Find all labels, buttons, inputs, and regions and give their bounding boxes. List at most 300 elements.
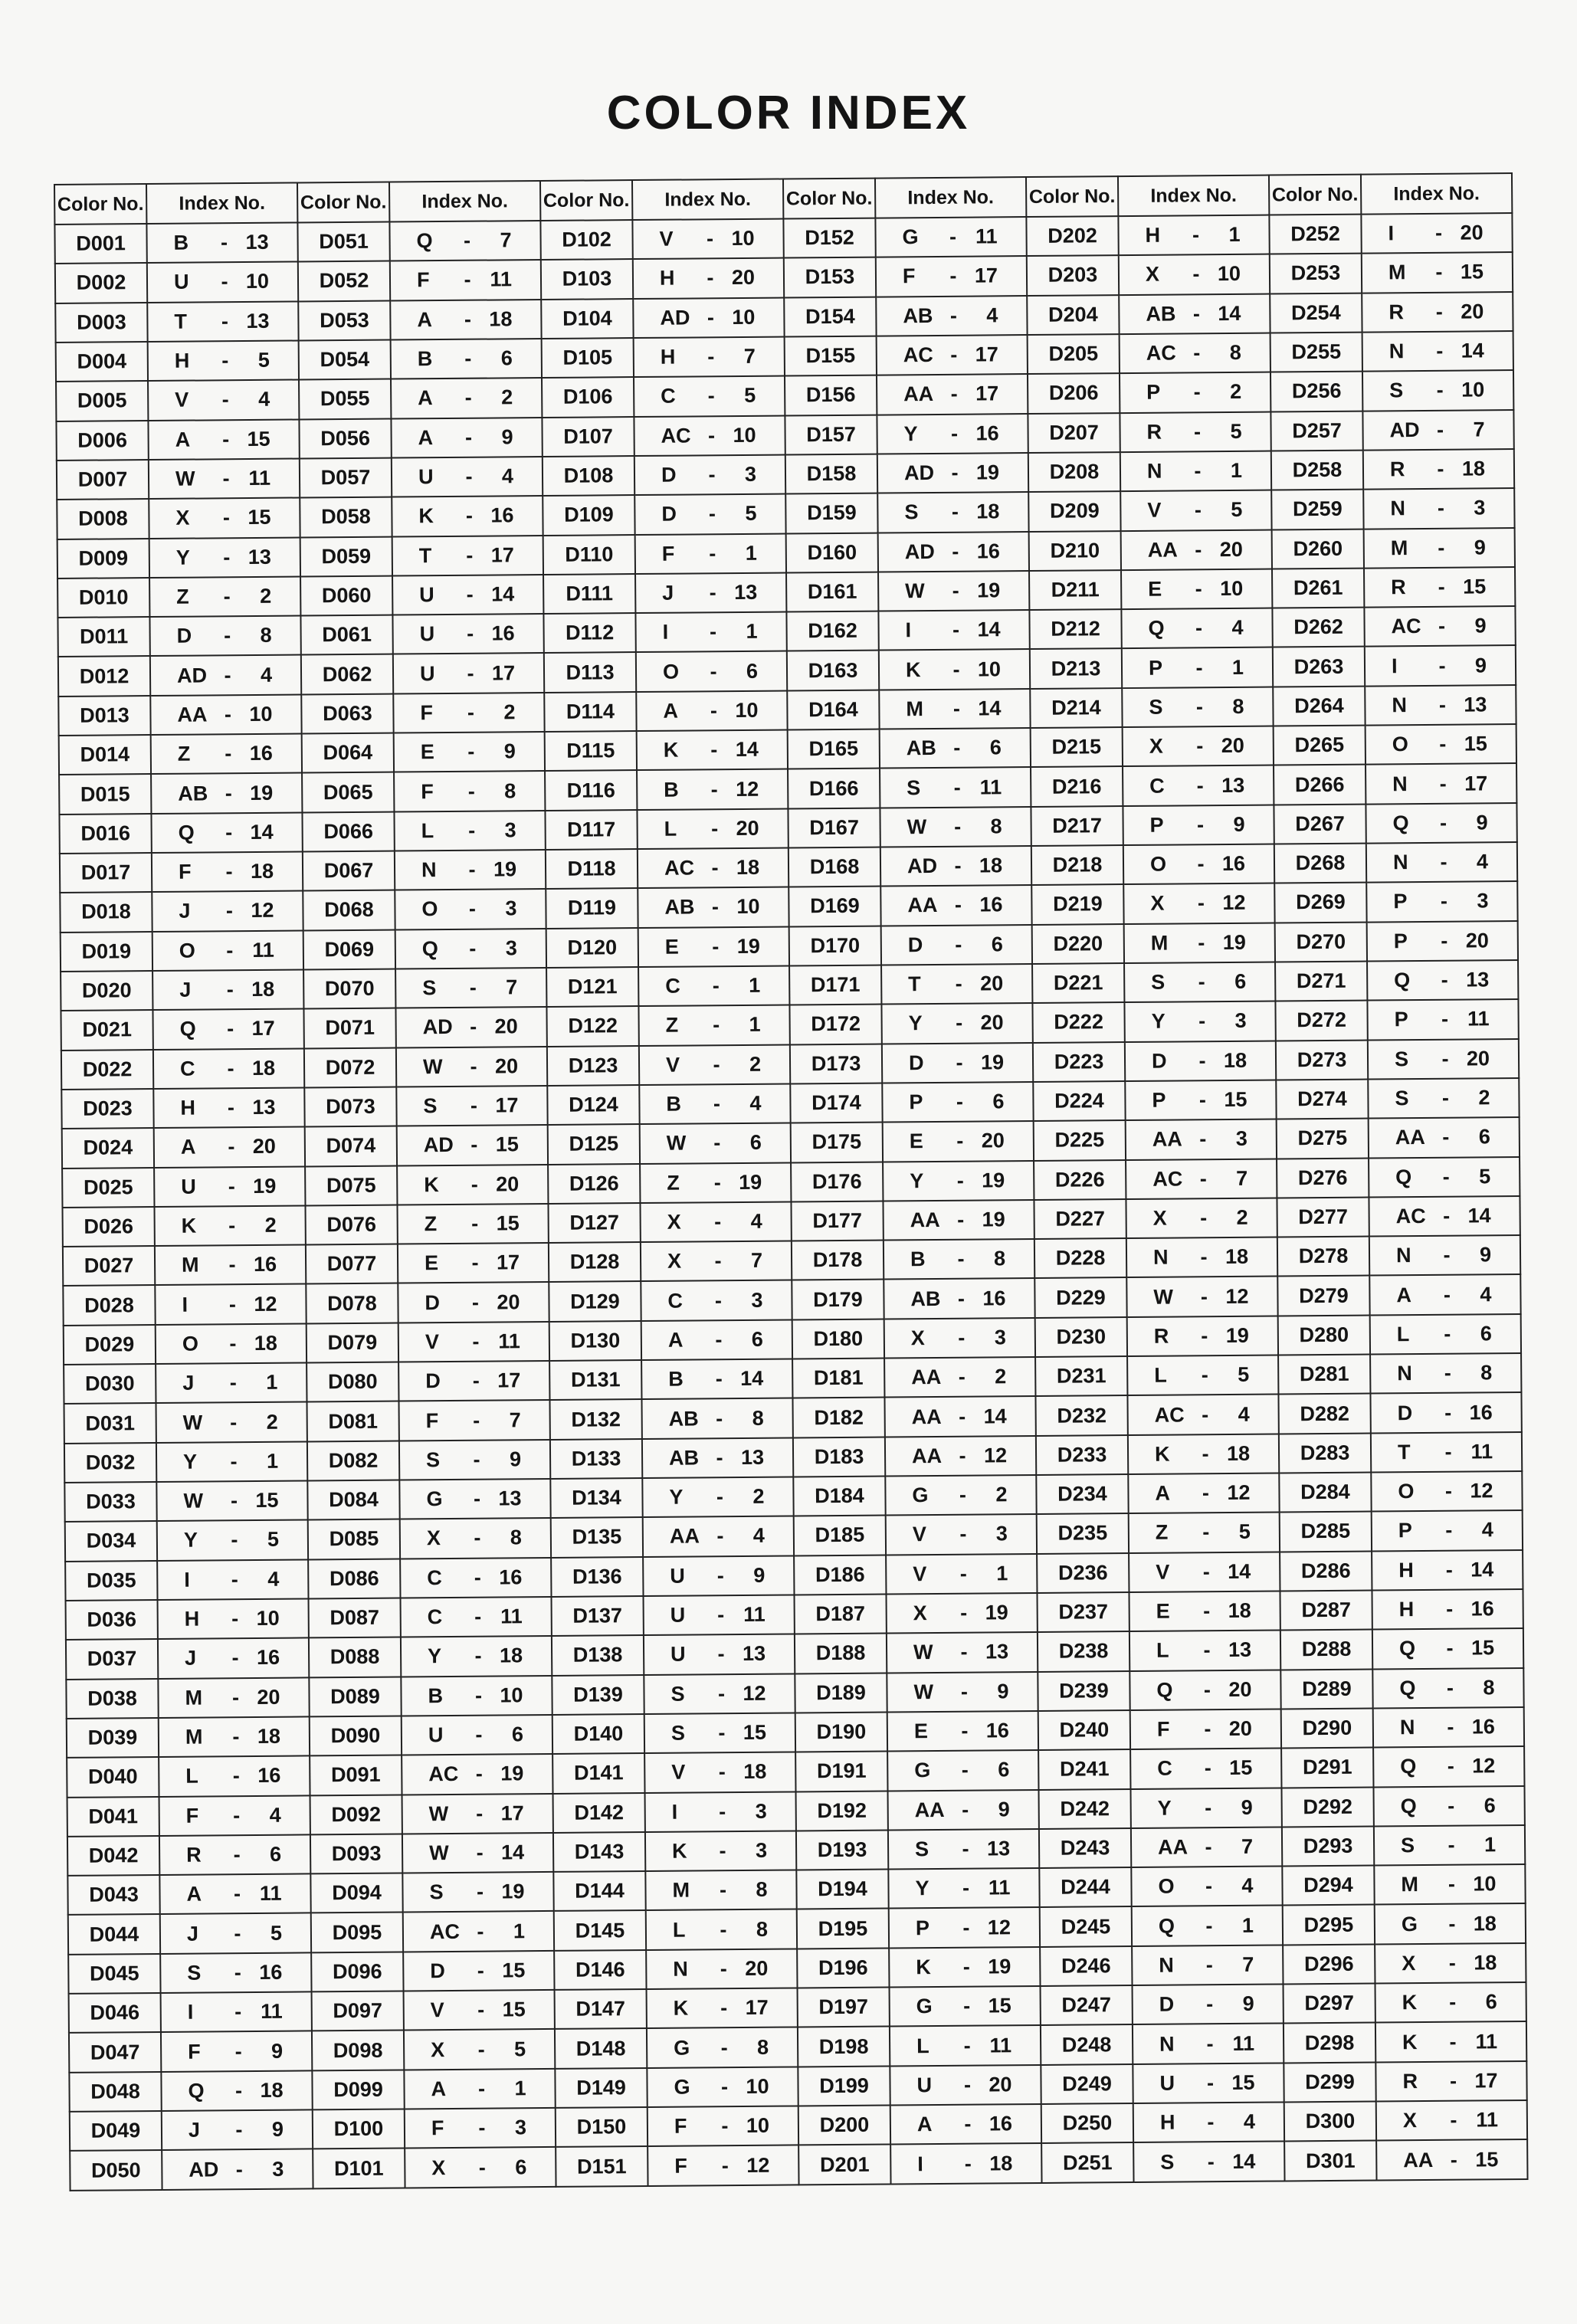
index-dash: -	[953, 736, 961, 760]
index-letter: O	[179, 939, 195, 962]
index-number: 14	[978, 697, 1002, 720]
index-letter: Y	[903, 421, 918, 446]
color-no-cell: D136	[551, 1557, 643, 1597]
index-dash: -	[719, 1878, 727, 1902]
index-letter: D	[907, 933, 923, 957]
index-letter: U	[419, 583, 434, 607]
index-letter: U	[419, 661, 435, 685]
index-letter: V	[175, 388, 189, 412]
index-dash: -	[221, 309, 229, 333]
index-dash: -	[716, 1446, 723, 1470]
index-dash: -	[470, 1015, 477, 1039]
color-no-cell: D015	[59, 774, 151, 814]
index-dash: -	[1438, 693, 1447, 716]
index-no-cell	[397, 1204, 548, 1244]
color-no-cell: D025	[62, 1168, 154, 1208]
index-letter: L	[421, 818, 434, 843]
index-letter: AB	[903, 303, 933, 328]
index-dash: -	[950, 421, 959, 445]
index-no-cell	[153, 1048, 304, 1089]
index-dash: -	[1202, 1442, 1209, 1466]
index-no-cell	[1129, 1591, 1280, 1631]
index-letter: C	[665, 974, 680, 998]
index-dash: -	[1444, 1361, 1451, 1385]
index-no-cell	[887, 1632, 1038, 1673]
color-no-cell: D050	[70, 2150, 162, 2191]
index-letter: S	[422, 976, 437, 1000]
index-dash: -	[228, 1214, 236, 1237]
index-letter: F	[674, 2114, 687, 2138]
index-no-cell	[398, 1400, 549, 1441]
index-letter: G	[902, 225, 919, 249]
color-no-cell: D086	[308, 1559, 400, 1598]
index-letter: V	[665, 1053, 680, 1077]
color-no-cell: D270	[1275, 922, 1367, 962]
index-number: 7	[750, 1249, 763, 1273]
index-number: 7	[1473, 418, 1485, 441]
index-letter: O	[1158, 1874, 1175, 1899]
index-no-cell	[884, 1396, 1035, 1437]
index-letter: F	[178, 860, 192, 883]
index-number: 18	[254, 1331, 278, 1355]
index-number: 10	[736, 895, 760, 919]
color-no-cell: D109	[543, 495, 634, 535]
index-number: 11	[252, 938, 274, 962]
index-number: 6	[991, 933, 1003, 956]
index-no-cell	[162, 2109, 313, 2150]
index-number: 15	[1463, 575, 1487, 598]
header-index-no: Index No.	[632, 179, 783, 221]
index-no-cell	[402, 1833, 553, 1873]
index-letter: A	[916, 2113, 933, 2136]
index-no-cell	[644, 1634, 795, 1675]
index-letter: V	[1156, 1560, 1170, 1584]
color-no-cell: D090	[310, 1716, 402, 1755]
index-number: 13	[246, 309, 270, 333]
index-number: 14	[1467, 1204, 1491, 1228]
index-dash: -	[1206, 2031, 1214, 2055]
index-letter: P	[909, 1090, 923, 1114]
index-number: 7	[500, 228, 512, 252]
index-dash: -	[1204, 1756, 1211, 1780]
index-number: 3	[744, 462, 757, 486]
index-letter: U	[670, 1564, 685, 1588]
index-no-cell	[1362, 292, 1513, 333]
index-dash: -	[1438, 536, 1445, 559]
index-no-cell	[888, 1868, 1039, 1909]
index-letter: AA	[1147, 538, 1178, 562]
index-letter: S	[904, 500, 919, 524]
index-dash: -	[1441, 968, 1448, 992]
index-number: 16	[976, 539, 1000, 563]
index-number: 15	[502, 1998, 526, 2021]
index-no-cell	[404, 2029, 555, 2070]
index-dash: -	[470, 1054, 477, 1078]
index-dash: -	[1193, 341, 1201, 365]
color-no-cell: D288	[1280, 1630, 1372, 1670]
index-number: 14	[250, 820, 274, 844]
index-number: 10	[256, 1606, 280, 1631]
index-letter: E	[1156, 1599, 1170, 1623]
index-dash: -	[475, 1762, 483, 1786]
index-number: 11	[261, 1999, 283, 2024]
color-no-cell: D289	[1280, 1669, 1372, 1709]
index-number: 18	[743, 1760, 767, 1784]
index-dash: -	[709, 581, 716, 605]
index-no-cell	[148, 419, 299, 460]
color-no-cell: D011	[57, 617, 149, 657]
index-number: 13	[740, 1445, 765, 1469]
index-number: 11	[979, 775, 1002, 799]
index-dash: -	[465, 464, 473, 488]
index-dash: -	[1201, 1363, 1208, 1387]
index-dash: -	[1206, 2071, 1215, 2095]
color-no-cell: D134	[550, 1478, 642, 1518]
index-no-cell	[156, 1402, 307, 1443]
index-dash: -	[226, 978, 234, 1001]
index-no-cell	[1369, 1274, 1520, 1315]
index-letter: C	[661, 385, 676, 408]
color-no-cell: D112	[543, 613, 635, 653]
color-no-cell: D021	[61, 1010, 152, 1050]
index-dash: -	[468, 857, 476, 881]
index-letter: Q	[1394, 969, 1411, 992]
index-no-cell	[1123, 805, 1274, 845]
color-no-cell: D055	[299, 379, 391, 419]
index-no-cell	[890, 1986, 1041, 2027]
index-no-cell	[880, 728, 1031, 769]
index-no-cell	[1125, 1080, 1276, 1120]
index-no-cell	[633, 258, 784, 299]
index-letter: N	[1146, 459, 1162, 483]
index-dash: -	[466, 582, 474, 606]
index-letter: AC	[429, 1919, 461, 1943]
index-letter: AB	[910, 1287, 941, 1310]
index-dash: -	[960, 1641, 968, 1664]
index-number: 3	[505, 896, 517, 920]
color-no-cell: D152	[783, 218, 875, 258]
color-no-cell: D204	[1027, 295, 1119, 335]
index-no-cell	[150, 694, 301, 735]
index-number: 20	[257, 1685, 280, 1709]
index-no-cell	[877, 492, 1028, 533]
index-letter: M	[672, 1878, 690, 1903]
index-no-cell	[156, 1363, 307, 1404]
index-letter: AB	[668, 1446, 700, 1470]
index-dash: -	[958, 1326, 966, 1349]
index-number: 20	[1228, 1716, 1252, 1741]
index-letter: Y	[669, 1485, 684, 1509]
index-no-cell	[1362, 370, 1513, 411]
color-no-cell: D252	[1269, 215, 1361, 254]
color-no-cell: D070	[303, 969, 395, 1008]
index-dash: -	[234, 1961, 241, 1985]
index-no-cell	[876, 256, 1027, 297]
index-letter: AC	[1154, 1402, 1185, 1427]
index-letter: E	[913, 1719, 929, 1743]
index-dash: -	[1441, 1086, 1450, 1110]
index-no-cell	[886, 1593, 1037, 1634]
index-no-cell	[876, 296, 1027, 336]
color-no-cell: D230	[1035, 1317, 1127, 1357]
index-dash: -	[710, 777, 718, 801]
index-no-cell	[162, 2149, 313, 2190]
color-no-cell: D257	[1270, 411, 1362, 451]
index-no-cell	[1123, 883, 1274, 924]
index-number: 3	[1477, 889, 1489, 913]
index-dash: -	[1196, 773, 1204, 797]
index-dash: -	[962, 1955, 970, 1978]
color-no-cell: D167	[788, 808, 880, 847]
color-no-cell: D292	[1281, 1787, 1373, 1827]
index-number: 4	[986, 303, 998, 327]
index-number: 3	[994, 1326, 1006, 1349]
color-no-cell: D106	[542, 377, 634, 417]
index-dash: -	[1448, 1951, 1456, 1975]
index-letter: A	[667, 1328, 684, 1352]
index-no-cell	[1120, 490, 1271, 531]
index-number: 2	[749, 1052, 762, 1076]
index-number: 18	[251, 1056, 276, 1080]
index-number: 19	[975, 461, 1000, 484]
color-no-cell: D181	[792, 1359, 884, 1398]
index-dash: -	[1199, 1166, 1207, 1190]
index-letter: I	[905, 618, 912, 642]
index-dash: -	[467, 700, 475, 724]
index-letter: C	[427, 1565, 442, 1590]
index-number: 2	[995, 1483, 1008, 1506]
index-dash: -	[1206, 1992, 1214, 2016]
header-index-no: Index No.	[389, 181, 540, 222]
index-dash: -	[231, 1685, 240, 1709]
index-letter: Z	[1155, 1521, 1169, 1545]
index-no-cell	[646, 1949, 797, 1989]
index-no-cell	[889, 1907, 1040, 1948]
index-dash: -	[225, 781, 232, 805]
color-no-cell: D073	[304, 1087, 396, 1126]
index-letter: X	[1402, 2109, 1418, 2132]
index-no-cell	[1122, 647, 1273, 688]
index-number: 5	[513, 2037, 526, 2060]
color-no-cell: D243	[1039, 1828, 1131, 1868]
index-number: 19	[250, 781, 274, 805]
color-no-cell: D301	[1284, 2141, 1376, 2181]
index-dash: -	[956, 1011, 963, 1035]
index-no-cell	[881, 1003, 1032, 1044]
index-number: 7	[743, 344, 756, 369]
color-no-cell: D175	[791, 1123, 883, 1162]
index-no-cell	[401, 1636, 552, 1677]
color-no-cell: D054	[299, 339, 391, 379]
index-letter: AD	[1389, 418, 1420, 442]
index-no-cell	[394, 811, 545, 851]
index-dash: -	[1202, 1481, 1210, 1505]
index-number: 19	[253, 1174, 277, 1198]
index-letter: G	[916, 1995, 933, 2018]
index-letter: V	[671, 1760, 686, 1785]
index-no-cell	[395, 889, 546, 929]
index-dash: -	[222, 427, 230, 451]
index-dash: -	[473, 1447, 480, 1471]
color-no-cell: D249	[1041, 2064, 1133, 2104]
index-letter: V	[913, 1562, 927, 1586]
color-no-cell: D174	[790, 1083, 882, 1123]
index-letter: E	[909, 1129, 923, 1153]
index-dash: -	[1193, 419, 1202, 444]
index-number: 3	[272, 2157, 284, 2181]
index-no-cell	[1365, 685, 1516, 726]
index-no-cell	[634, 454, 785, 495]
index-number: 16	[1470, 1597, 1494, 1621]
index-number: 10	[1473, 1872, 1497, 1896]
index-dash: -	[1205, 1874, 1213, 1898]
index-dash: -	[710, 659, 717, 683]
index-letter: D	[661, 463, 677, 487]
color-no-cell: D035	[65, 1561, 157, 1601]
index-letter: Q	[1400, 1794, 1417, 1818]
index-no-cell	[1372, 1668, 1523, 1709]
index-no-cell	[391, 418, 542, 458]
index-dash: -	[470, 1093, 478, 1117]
index-letter: W	[183, 1489, 204, 1513]
index-no-cell	[1369, 1196, 1520, 1237]
index-letter: S	[1394, 1047, 1409, 1071]
index-number: 18	[736, 855, 760, 880]
color-no-cell: D202	[1026, 216, 1118, 256]
index-no-cell	[1133, 1985, 1284, 2025]
color-no-cell: D071	[303, 1008, 395, 1048]
index-number: 1	[1484, 1833, 1497, 1857]
index-number: 17	[497, 1369, 521, 1392]
index-letter: C	[179, 1057, 195, 1080]
color-no-cell: D144	[553, 1871, 645, 1911]
index-dash: -	[720, 1917, 727, 1941]
index-letter: B	[910, 1247, 926, 1271]
index-number: 6	[1234, 969, 1247, 994]
index-letter: H	[184, 1607, 200, 1631]
index-dash: -	[713, 1131, 721, 1155]
index-dash: -	[1437, 457, 1444, 480]
index-number: 19	[1225, 1323, 1249, 1347]
index-number: 10	[746, 2074, 769, 2098]
index-number: 18	[1225, 1245, 1249, 1269]
index-dash: -	[1192, 302, 1200, 326]
index-number: 11	[1467, 1007, 1490, 1031]
index-letter: Z	[665, 1014, 679, 1037]
index-number: 13	[986, 1837, 1011, 1860]
index-dash: -	[721, 2153, 729, 2177]
index-letter: AC	[1152, 1167, 1183, 1191]
index-no-cell	[1129, 1631, 1280, 1671]
index-dash: -	[474, 1683, 483, 1707]
index-dash: -	[466, 543, 474, 567]
index-no-cell	[1124, 923, 1275, 963]
index-letter: X	[1152, 1206, 1167, 1230]
index-letter: H	[180, 1096, 196, 1119]
color-no-cell: D044	[68, 1914, 160, 1954]
index-no-cell	[160, 1913, 311, 1954]
index-number: 4	[752, 1524, 766, 1548]
color-no-cell: D004	[56, 342, 148, 382]
index-no-cell	[392, 614, 543, 654]
index-letter: Q	[421, 936, 438, 961]
index-letter: W	[429, 1841, 449, 1865]
color-no-cell: D224	[1033, 1081, 1125, 1121]
index-no-cell	[161, 2070, 312, 2111]
index-dash: -	[714, 1210, 722, 1234]
index-no-cell	[405, 2147, 556, 2188]
index-no-cell	[1366, 881, 1517, 922]
index-no-cell	[1371, 1471, 1522, 1512]
index-number: 19	[739, 1170, 762, 1194]
index-dash: -	[1438, 615, 1446, 638]
index-no-cell	[637, 808, 788, 849]
index-no-cell	[643, 1595, 794, 1635]
index-dash: -	[713, 1170, 721, 1194]
index-number: 20	[731, 266, 756, 290]
index-letter: AD	[660, 306, 690, 329]
index-number: 3	[1474, 496, 1486, 520]
index-number: 9	[501, 425, 513, 449]
index-no-cell	[640, 1162, 791, 1203]
index-no-cell	[634, 494, 785, 535]
index-dash: -	[228, 1174, 235, 1198]
index-letter: U	[916, 2073, 933, 2097]
index-number: 20	[988, 2073, 1012, 2096]
index-letter: Y	[182, 1450, 198, 1473]
index-dash: -	[1443, 1283, 1451, 1306]
index-number: 20	[252, 1135, 276, 1159]
color-no-cell: D240	[1038, 1710, 1130, 1750]
index-number: 9	[1476, 811, 1488, 834]
color-no-cell: D217	[1031, 806, 1123, 846]
index-number: 18	[979, 854, 1003, 877]
color-no-cell: D260	[1272, 529, 1364, 569]
index-no-cell	[150, 655, 301, 696]
index-dash: -	[223, 585, 231, 608]
color-no-cell: D265	[1274, 726, 1366, 765]
index-no-cell	[884, 1318, 1035, 1359]
index-letter: I	[662, 620, 669, 644]
index-no-cell	[877, 335, 1028, 375]
color-no-cell: D186	[794, 1555, 886, 1595]
index-letter: Q	[416, 229, 433, 253]
index-letter: Q	[1395, 1165, 1412, 1188]
index-letter: X	[1150, 892, 1165, 916]
index-dash: -	[711, 895, 720, 919]
color-no-cell: D201	[798, 2145, 890, 2185]
index-dash: -	[476, 1841, 484, 1864]
color-no-cell: D123	[547, 1046, 639, 1086]
index-dash: -	[954, 854, 962, 877]
index-letter: AC	[903, 343, 933, 367]
index-letter: G	[426, 1487, 443, 1511]
index-no-cell	[158, 1677, 309, 1718]
index-letter: D	[1151, 1049, 1167, 1073]
color-no-cell: D207	[1028, 413, 1120, 453]
index-number: 19	[1222, 930, 1246, 954]
index-no-cell	[152, 930, 303, 971]
index-number: 7	[509, 1408, 521, 1431]
index-dash: -	[1450, 2108, 1457, 2132]
color-no-cell: D074	[305, 1126, 397, 1166]
color-no-cell: D077	[306, 1244, 398, 1284]
index-dash: -	[957, 1287, 966, 1310]
index-no-cell	[1373, 1746, 1524, 1787]
index-number: 8	[504, 778, 516, 802]
color-no-cell: D085	[308, 1519, 400, 1559]
index-letter: Q	[178, 821, 195, 844]
